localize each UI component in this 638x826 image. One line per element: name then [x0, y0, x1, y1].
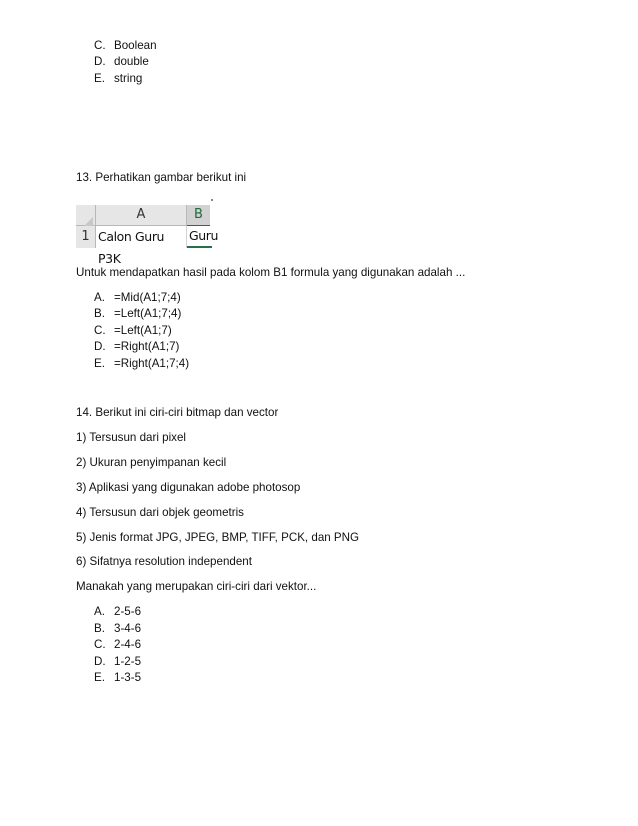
q14-item-1: 1) Tersusun dari pixel	[76, 431, 186, 444]
option-text: 2-4-6	[114, 638, 142, 651]
option-letter: C.	[94, 39, 106, 52]
option-letter: E.	[94, 671, 105, 684]
option-text: =Left(A1;7;4)	[114, 307, 182, 320]
q14-item-2: 2) Ukuran penyimpanan kecil	[76, 456, 227, 469]
option-letter: C.	[94, 324, 106, 337]
cell-b1: Guru	[187, 226, 212, 248]
option-text: 2-5-6	[114, 605, 142, 618]
option-text: double	[114, 55, 149, 68]
column-header-b: B	[187, 205, 210, 227]
select-all-corner	[76, 205, 96, 225]
option-letter: A.	[94, 291, 105, 304]
option-letter: D.	[94, 55, 106, 68]
option-text: =Right(A1;7;4)	[114, 357, 190, 370]
option-letter: A.	[94, 605, 105, 618]
option-text: string	[114, 72, 143, 85]
cell-a1: Calon Guru P3K	[97, 226, 187, 248]
option-text: =Left(A1;7)	[114, 324, 172, 337]
option-letter: C.	[94, 638, 106, 651]
option-text: =Mid(A1;7;4)	[114, 291, 181, 304]
option-letter: E.	[94, 72, 105, 85]
option-text: Boolean	[114, 39, 157, 52]
q13-question: Untuk mendapatkan hasil pada kolom B1 formula yang digunakan adalah ...	[76, 266, 466, 279]
q13-prompt: 13. Perhatikan gambar berikut ini	[76, 171, 247, 184]
option-text: 3-4-6	[114, 622, 142, 635]
q14-item-4: 4) Tersusun dari objek geometris	[76, 506, 244, 519]
option-text: 1-3-5	[114, 671, 142, 684]
option-letter: B.	[94, 622, 105, 635]
image-mark	[211, 199, 213, 201]
q14-item-5: 5) Jenis format JPG, JPEG, BMP, TIFF, PCK, dan PNG	[76, 531, 360, 544]
q14-item-3: 3) Aplikasi yang digunakan adobe photosop	[76, 481, 301, 494]
q14-prompt: 14. Berikut ini ciri-ciri bitmap dan vector	[76, 406, 279, 419]
option-letter: D.	[94, 340, 106, 353]
q14-item-6: 6) Sifatnya resolution independent	[76, 555, 252, 568]
option-letter: E.	[94, 357, 105, 370]
spreadsheet-image	[76, 199, 219, 266]
option-text: 1-2-5	[114, 655, 142, 668]
option-text: =Right(A1;7)	[114, 340, 180, 353]
q14-question: Manakah yang merupakan ciri-ciri dari vektor...	[76, 580, 317, 593]
column-header-a: A	[96, 205, 187, 225]
option-letter: D.	[94, 655, 106, 668]
option-letter: B.	[94, 307, 105, 320]
row-header-1: 1	[76, 226, 96, 248]
